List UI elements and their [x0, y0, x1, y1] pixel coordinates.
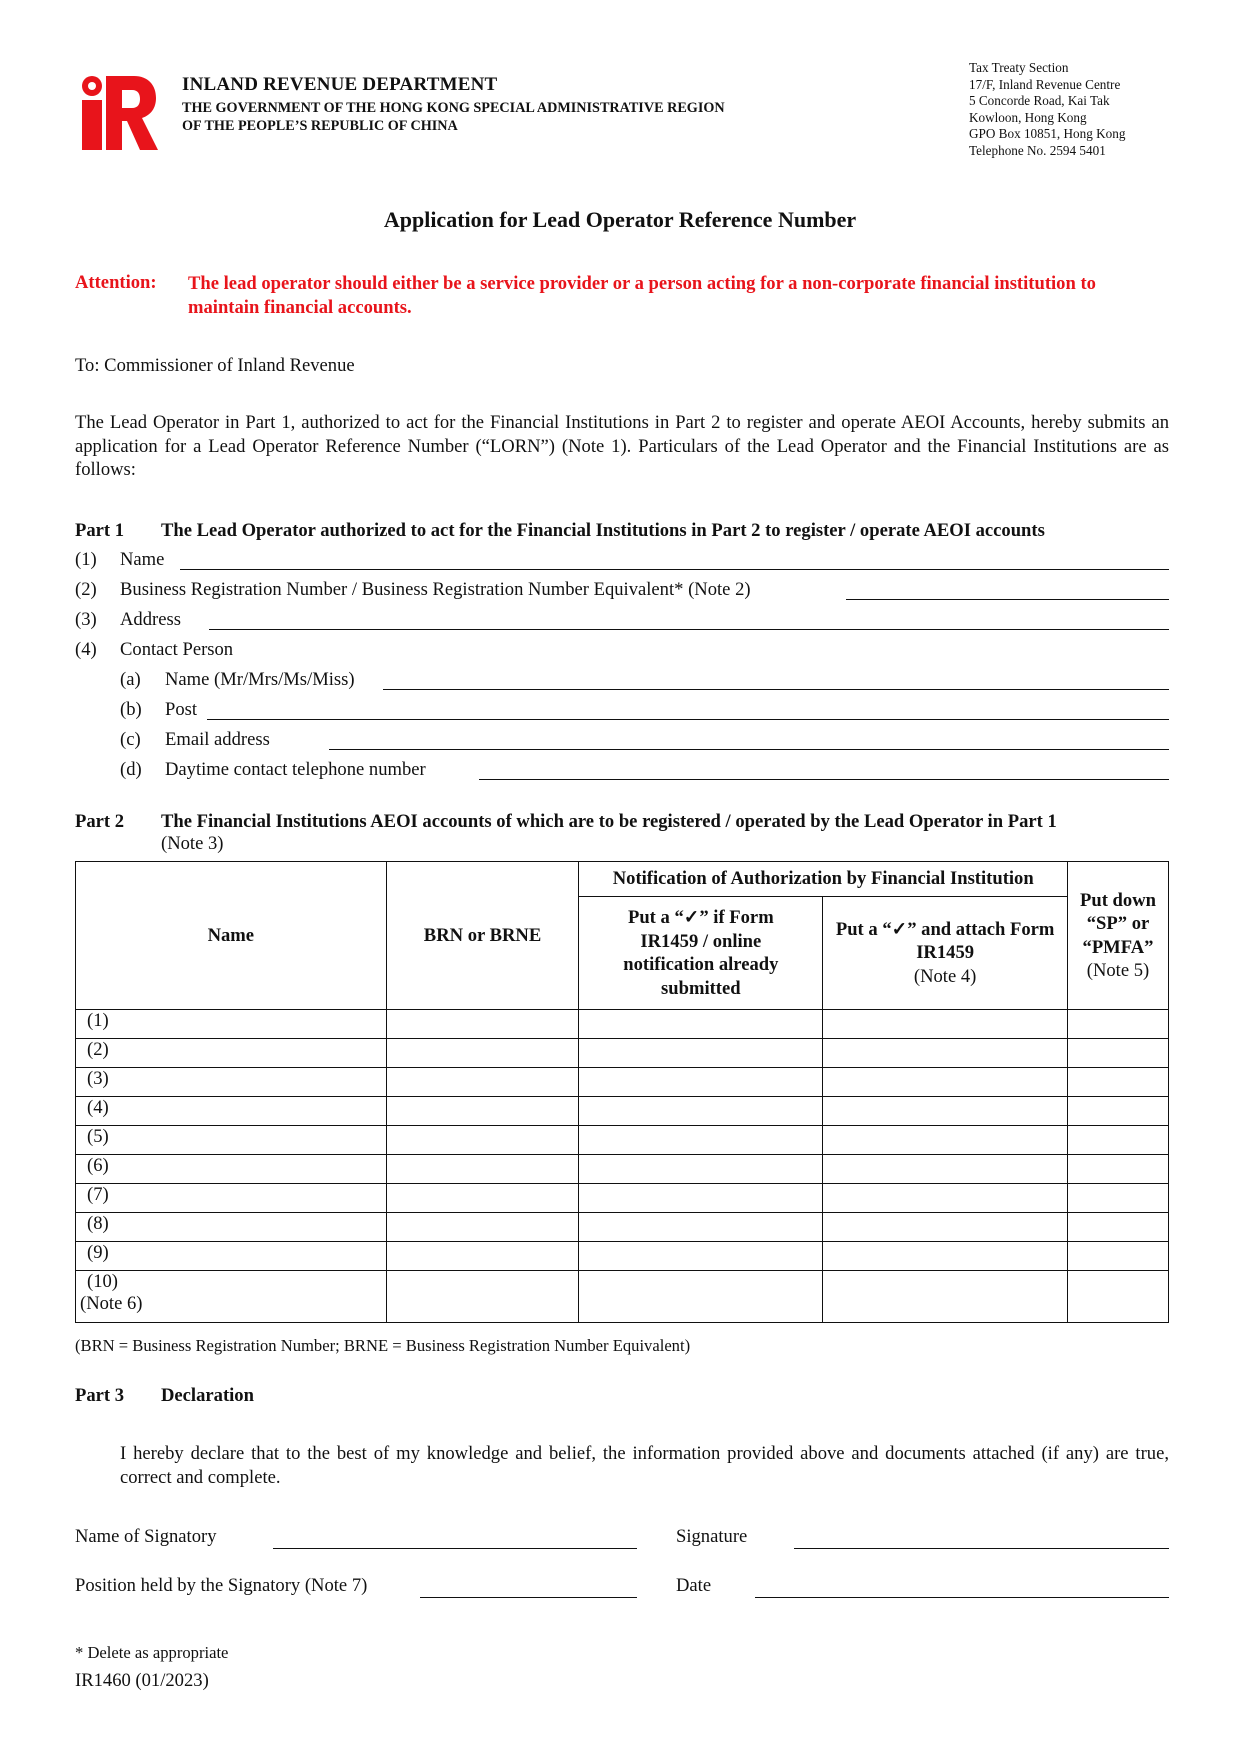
signatory-name-line[interactable]: [273, 1548, 637, 1549]
field-label: Address: [120, 609, 181, 630]
row-number: (1): [76, 1010, 387, 1039]
sp-cell[interactable]: [1068, 1010, 1169, 1039]
field-number: (c): [120, 729, 141, 750]
field-label: Business Registration Number / Business Registration Number Equivalent* (Note 2): [120, 579, 751, 600]
attach-cell[interactable]: [823, 1126, 1068, 1155]
department-name: INLAND REVENUE DEPARTMENT: [182, 74, 498, 95]
field-label: Email address: [165, 729, 270, 750]
field-number: (a): [120, 669, 141, 690]
field-number: (3): [75, 609, 97, 630]
submitted-cell[interactable]: [579, 1126, 823, 1155]
part2-note: (Note 3): [161, 833, 224, 854]
field-address: [75, 609, 1169, 635]
part3-number: Part 3: [75, 1385, 125, 1406]
row-number: (8): [76, 1213, 387, 1242]
form-title: Application for Lead Operator Reference Number: [383, 207, 857, 232]
sp-cell[interactable]: [1068, 1242, 1169, 1271]
field-brn: [75, 579, 1169, 605]
table-footnote: (BRN = Business Registration Number; BRNE = Business Registration Number Equivalent): [75, 1336, 691, 1355]
submitted-cell[interactable]: [579, 1155, 823, 1184]
row-number: (3): [76, 1068, 387, 1097]
submitted-cell[interactable]: [579, 1184, 823, 1213]
field-number: (d): [120, 759, 142, 780]
address-line: GPO Box 10851, Hong Kong: [969, 126, 1126, 142]
brn-cell[interactable]: [386, 1184, 579, 1213]
sp-cell[interactable]: [1068, 1155, 1169, 1184]
address-line: 5 Concorde Road, Kai Tak: [969, 93, 1110, 109]
part2-title: The Financial Institutions AEOI accounts of which are to be registered / operated by the Lead Operator in Part 1: [161, 811, 1057, 832]
col-header-sp-pmfa: [1068, 862, 1169, 1010]
field-number: (b): [120, 699, 142, 720]
brn-cell[interactable]: [386, 1155, 579, 1184]
field-name: [75, 549, 1169, 575]
sp-cell[interactable]: [1068, 1068, 1169, 1097]
attach-cell[interactable]: [823, 1155, 1068, 1184]
ird-logo: [78, 72, 158, 152]
signature-line[interactable]: [794, 1548, 1169, 1549]
telephone-input-line[interactable]: [479, 779, 1169, 780]
attach-label: Put a “✓” and attach Form IR1459: [835, 918, 1055, 964]
sp-cell[interactable]: [1068, 1271, 1169, 1323]
attach-cell[interactable]: [823, 1010, 1068, 1039]
office-address: [969, 60, 1125, 160]
field-contact-name: [75, 669, 1169, 695]
row-number: (7): [76, 1184, 387, 1213]
post-input-line[interactable]: [207, 719, 1169, 720]
submitted-cell[interactable]: [579, 1039, 823, 1068]
sp-cell[interactable]: [1068, 1097, 1169, 1126]
attention-label: Attention:: [75, 272, 157, 293]
submitted-cell[interactable]: [579, 1010, 823, 1039]
submitted-cell[interactable]: [579, 1271, 823, 1323]
field-number: (2): [75, 579, 97, 600]
position-line[interactable]: [420, 1597, 637, 1598]
date-line[interactable]: [755, 1597, 1169, 1598]
field-email: [75, 729, 1169, 755]
field-number: (4): [75, 639, 97, 660]
brn-cell[interactable]: [386, 1242, 579, 1271]
contact-name-input-line[interactable]: [383, 689, 1169, 690]
brn-cell[interactable]: [386, 1126, 579, 1155]
part2-number: Part 2: [75, 811, 125, 832]
submitted-cell[interactable]: [579, 1068, 823, 1097]
attention-text: The lead operator should either be a service provider or a person acting for a non-corporate financial institution to maintain financial accounts.: [188, 273, 1096, 318]
table-row: [76, 1126, 1169, 1155]
field-contact-person: [75, 639, 1169, 665]
field-label: Post: [165, 699, 198, 720]
declaration-text: I hereby declare that to the best of my knowledge and belief, the information provided above and documents attached (if any) are true, correct and complete.: [120, 1443, 1169, 1488]
attach-cell[interactable]: [823, 1242, 1068, 1271]
brn-cell[interactable]: [386, 1039, 579, 1068]
table-row: [76, 1068, 1169, 1097]
brn-input-line[interactable]: [846, 599, 1169, 600]
address-line: Kowloon, Hong Kong: [969, 109, 1087, 125]
sp-cell[interactable]: [1068, 1039, 1169, 1068]
submitted-cell[interactable]: [579, 1097, 823, 1126]
attach-cell[interactable]: [823, 1097, 1068, 1126]
form-code: IR1460 (01/2023): [75, 1670, 209, 1691]
address-line: Telephone No. 2594 5401: [969, 142, 1106, 158]
part1-number: Part 1: [75, 520, 125, 541]
submitted-cell[interactable]: [579, 1242, 823, 1271]
brn-cell[interactable]: [386, 1068, 579, 1097]
attach-cell[interactable]: [823, 1039, 1068, 1068]
part1-title: The Lead Operator authorized to act for the Financial Institutions in Part 2 to register / operate AEOI accounts: [161, 520, 1045, 541]
sp-pmfa-label: Put down “SP” or “PMFA”: [1080, 889, 1156, 958]
brn-cell[interactable]: [386, 1271, 579, 1323]
row-number: [76, 1271, 387, 1323]
email-input-line[interactable]: [329, 749, 1169, 750]
attach-note: (Note 4): [913, 965, 977, 987]
field-label: Name: [120, 549, 165, 570]
signatory-name-label: Name of Signatory: [75, 1526, 217, 1547]
row-number: (4): [76, 1097, 387, 1126]
row-number-10: (10): [87, 1271, 118, 1292]
sp-cell[interactable]: [1068, 1184, 1169, 1213]
table-row: [76, 1039, 1169, 1068]
col-header-notification: Notification of Authorization by Financial Institution: [579, 862, 1068, 897]
field-post: [75, 699, 1169, 725]
attach-cell[interactable]: [823, 1184, 1068, 1213]
address-input-line[interactable]: [209, 629, 1169, 630]
date-label: Date: [676, 1575, 712, 1596]
row-note: (Note 6): [80, 1293, 143, 1314]
brn-cell[interactable]: [386, 1213, 579, 1242]
government-line-2: OF THE PEOPLE’S REPUBLIC OF CHINA: [182, 118, 458, 134]
attach-cell[interactable]: [823, 1213, 1068, 1242]
part3-title: Declaration: [161, 1385, 254, 1406]
delete-note: * Delete as appropriate: [75, 1643, 229, 1662]
sp-pmfa-note: (Note 5): [1086, 960, 1150, 981]
addressee: To: Commissioner of Inland Revenue: [75, 355, 355, 376]
row-number: (5): [76, 1126, 387, 1155]
table-row: [76, 1010, 1169, 1039]
col-header-brn: BRN or BRNE: [386, 862, 579, 1010]
table-row: [76, 1242, 1169, 1271]
table-row: [76, 1097, 1169, 1126]
table-row: [76, 1213, 1169, 1242]
government-line-1: THE GOVERNMENT OF THE HONG KONG SPECIAL ADMINISTRATIVE REGION: [182, 100, 725, 116]
col-header-submitted: Put a “✓” if Form IR1459 / online notification already submitted: [579, 897, 823, 1010]
signature-label: Signature: [676, 1526, 748, 1547]
submitted-cell[interactable]: [579, 1213, 823, 1242]
address-line: Tax Treaty Section: [969, 60, 1069, 75]
table-row: [76, 1184, 1169, 1213]
address-line: 17/F, Inland Revenue Centre: [969, 76, 1121, 92]
brn-cell[interactable]: [386, 1010, 579, 1039]
table-row: [76, 1271, 1169, 1323]
col-header-name: Name: [76, 862, 387, 1010]
field-label: Contact Person: [120, 639, 234, 660]
financial-institutions-table: [75, 861, 1169, 1323]
intro-paragraph: The Lead Operator in Part 1, authorized to act for the Financial Institutions in Part 2 to register and operate AEOI Accounts, hereby submits an application for a Lead Operator Reference Number (“LORN”) (Note 1). Particulars of the Lead Operator and the Financial Institutions are as follows:: [75, 412, 1169, 480]
field-label: Daytime contact telephone number: [165, 759, 426, 780]
attach-cell[interactable]: [823, 1271, 1068, 1323]
brn-cell[interactable]: [386, 1097, 579, 1126]
position-label: Position held by the Signatory (Note 7): [75, 1575, 368, 1596]
row-number: (6): [76, 1155, 387, 1184]
table-row: [76, 1155, 1169, 1184]
field-number: (1): [75, 549, 97, 570]
attach-cell[interactable]: [823, 1068, 1068, 1097]
field-telephone: [75, 759, 1169, 785]
name-input-line[interactable]: [180, 569, 1169, 570]
field-label: Name (Mr/Mrs/Ms/Miss): [165, 669, 355, 690]
row-number: (9): [76, 1242, 387, 1271]
col-header-attach: [823, 897, 1068, 1010]
sp-cell[interactable]: [1068, 1126, 1169, 1155]
sp-cell[interactable]: [1068, 1213, 1169, 1242]
row-number: (2): [76, 1039, 387, 1068]
